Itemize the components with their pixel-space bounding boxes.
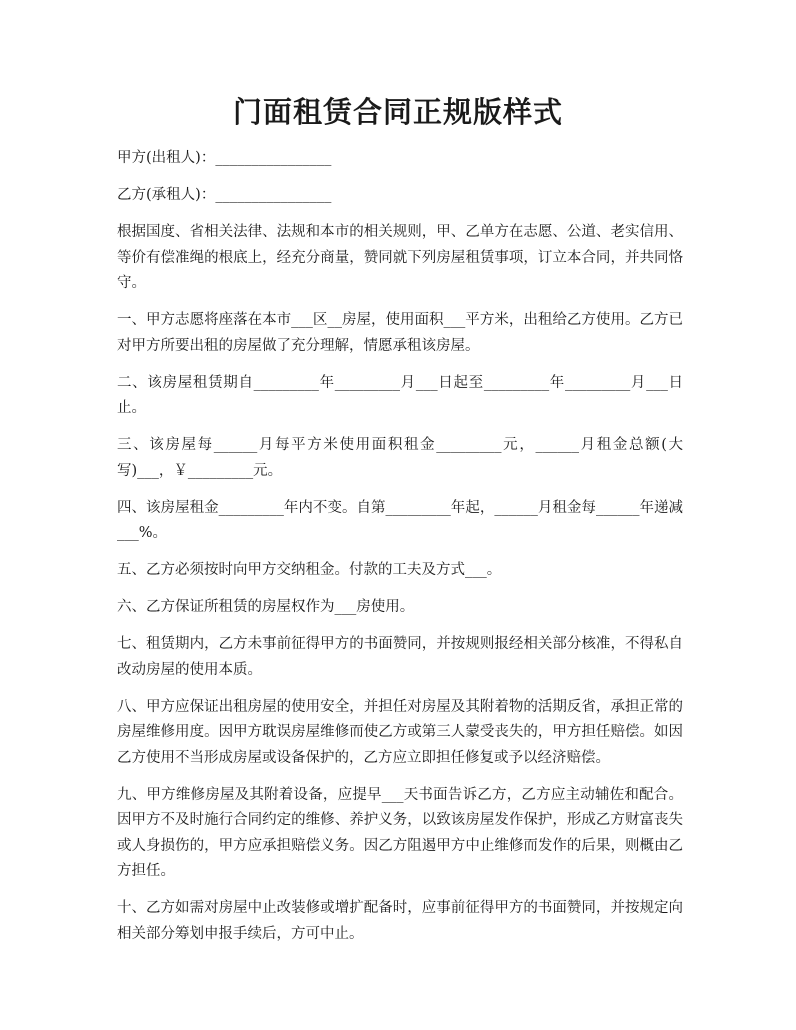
document-title: 门面租赁合同正规版样式 bbox=[232, 95, 563, 129]
party-b-line: 乙方(承租人)：________________ bbox=[117, 187, 332, 203]
party-a-line: 甲方(出租人)：________________ bbox=[117, 150, 332, 166]
clause-8: 八、甲方应保证出租房屋的使用安全，并担任对房屋及其附着物的活期反省，承担正常的房屋维修用度。因甲方耽误房屋维修而使乙方或第三人蒙受丧失的，甲方担任赔偿。如因乙方使用不当形成房屋或设备保护的，乙方应立即担任修复或予以经济赔偿。 bbox=[117, 698, 683, 766]
clause-4: 四、该房屋租金_________年内不变。自第_________年起，______月租金每______年递减___%。 bbox=[117, 499, 683, 541]
preamble-paragraph: 根据国度、省相关法律、法规和本市的相关规则，甲、乙单方在志愿、公道、老实信用、等价有偿准绳的根底上，经充分商量，赞同就下列房屋租赁事项，订立本合同，并共同恪守。 bbox=[117, 224, 683, 291]
document-body bbox=[117, 146, 683, 959]
clause-7: 七、租赁期内，乙方未事前征得甲方的书面赞同，并按规则报经相关部分核准，不得私自改动房屋的使用本质。 bbox=[117, 636, 683, 678]
clause-9: 九、甲方维修房屋及其附着设备，应提早___天书面告诉乙方，乙方应主动辅佐和配合。因甲方不及时施行合同约定的维修、养护义务，以致该房屋发作保护，形成乙方财富丧失或人身损伤的，甲方应承担赔偿义务。因乙方阻遏甲方中止维修而发作的后果，则概由乙方担任。 bbox=[117, 786, 683, 879]
clause-1: 一、甲方志愿将座落在本市___区__房屋，使用面积___平方米，出租给乙方使用。乙方已对甲方所要出租的房屋做了充分理解，情愿承租该房屋。 bbox=[117, 312, 683, 354]
clause-2: 二、该房屋租赁期自_________年_________月___日起至_________年_________月___日止。 bbox=[117, 374, 683, 416]
clause-10: 十、乙方如需对房屋中止改装修或增扩配备时，应事前征得甲方的书面赞同，并按规定向相关部分筹划申报手续后，方可中止。 bbox=[117, 900, 683, 942]
clause-6: 六、乙方保证所租赁的房屋权作为___房使用。 bbox=[117, 599, 415, 615]
clause-5: 五、乙方必须按时向甲方交纳租金。付款的工夫及方式___。 bbox=[117, 562, 502, 578]
clause-3: 三、该房屋每______月每平方米使用面积租金_________元，______月租金总额(大写)___，￥_________元。 bbox=[117, 437, 683, 479]
